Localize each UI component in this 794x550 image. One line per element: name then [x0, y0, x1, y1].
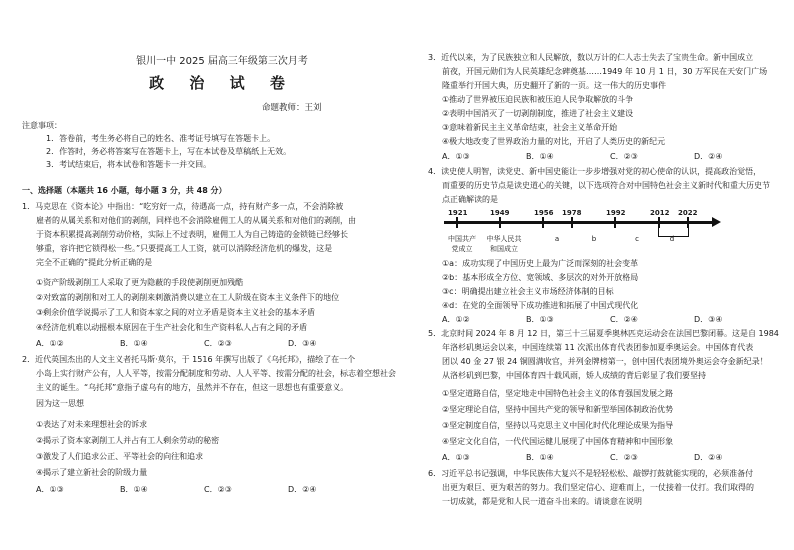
timeline-label: c: [635, 235, 639, 243]
statement-option: ④经济危机难以动摇根本原因在于生产社会化和生产资料私人占有之间的矛盾: [36, 323, 308, 332]
statement-option: ③c：明确提出建立社会主义市场经济体制的目标: [442, 287, 614, 296]
choice-c[interactable]: C．②③: [610, 453, 638, 462]
statement-option: ①推动了世界被压迫民族和被压迫人民争取解放的斗争: [442, 95, 634, 104]
timeline-arrow: [712, 217, 721, 227]
statement-option: ③剩余价值学说揭示了工人和资本家之间的对立矛盾是资本主义社会的基本矛盾: [36, 308, 316, 317]
exam-title: 银川一中 2025 届高三年级第三次月考: [136, 56, 308, 67]
timeline-tick: [456, 217, 458, 228]
statement-option: ④揭示了建立新社会的阶级力量: [36, 468, 148, 477]
statement-option: ①坚定道路自信，坚定地走中国特色社会主义的体育强国发展之路: [442, 389, 674, 398]
question-text: 而重要的历史节点是读史道心的关键，以下选项符合对中国特色社会主义新时代和重大历史节: [442, 181, 770, 190]
statement-option: ④坚定文化自信，一代代国运健儿展现了中国体育精神和中国形象: [442, 437, 674, 446]
timeline-tick: [571, 217, 573, 228]
answer-choices: [36, 484, 372, 495]
question-text: 年洛杉矶奥运会以来，中国连续第 11 次派出体育代表团参加夏季奥运会。中国体育代表: [442, 343, 754, 352]
statement-option: ②坚定理论自信，坚持中国共产党的领导和新型举国体制政治优势: [442, 405, 674, 414]
statement-option: ②对致富的剥削和对工人的剥削来刺激消费以建立在工人阶级在资本主义条件下的地位: [36, 293, 340, 302]
choice-d[interactable]: D．③④: [288, 339, 317, 348]
timeline-tick: [658, 217, 660, 228]
choice-b[interactable]: B．①③: [526, 315, 554, 324]
question-text: 一切成就，都是党和人民一道奋斗出来的。请谈意在说明: [442, 497, 642, 506]
timeline-year: 1956: [534, 209, 554, 217]
question-text: 2．近代英国杰出的人文主义者托马斯·莫尔，于 1516 年撰写出版了《乌托邦》，描绘了在一个: [22, 355, 356, 364]
timeline-tick: [499, 217, 501, 228]
timeline-year: 1921: [448, 209, 468, 217]
choice-b[interactable]: B．①④: [120, 339, 148, 348]
answer-choices: [442, 314, 778, 325]
choice-a[interactable]: A．①③: [442, 453, 470, 462]
statement-option: ①a：成功实现了中国历史上最为广泛而深刻的社会变革: [442, 259, 639, 268]
timeline-year: 1949: [490, 209, 510, 217]
timeline-year: 1992: [606, 209, 626, 217]
note-item: 1．答卷前，考生务必将自己的姓名、准考证号填写在答题卡上。: [46, 134, 276, 143]
statement-option: ④极大地改变了世界政治力量的对比，开启了人类历史的新纪元: [442, 137, 666, 146]
timeline-tick: [542, 217, 544, 228]
question-text: 团以 40 金 27 银 24 铜圆满收官，并列金牌榜第一，创中国代表团境外奥运会夺金新纪录！: [442, 357, 768, 366]
timeline-tick: [687, 217, 689, 228]
author-line: 命题教师：王刘: [262, 103, 322, 113]
question-text: 4．读史使人明智，读党史、新中国史能让一步步增强对党的初心使命的认识，提高政治觉悟，: [428, 167, 762, 176]
answer-choices: [442, 151, 778, 162]
choice-a[interactable]: A．①②: [36, 339, 64, 348]
timeline-axis: [444, 221, 714, 224]
choice-a[interactable]: A．①③: [442, 152, 470, 161]
timeline-year: 2012: [650, 209, 670, 217]
statement-option: ②b：基本形成全方位、宽领域、多层次的对外开放格局: [442, 273, 639, 282]
choice-c[interactable]: C．②③: [204, 485, 232, 494]
section-heading: 一、选择题（本题共 16 小题，每小题 3 分，共 48 分）: [22, 186, 227, 195]
statement-option: ②揭示了资本家剥削工人并占有工人剩余劳动的秘密: [36, 436, 220, 445]
timeline-label: a: [554, 235, 560, 243]
choice-b[interactable]: B．①④: [120, 485, 148, 494]
choice-d[interactable]: D．②④: [694, 453, 723, 462]
subject-title: 政 治 试 卷: [149, 74, 295, 92]
choice-d[interactable]: D．②④: [288, 485, 317, 494]
choice-c[interactable]: C．②④: [610, 315, 638, 324]
choice-a[interactable]: A．①③: [36, 485, 64, 494]
timeline-label: d: [669, 235, 675, 243]
timeline-label: b: [591, 235, 597, 243]
statement-option: ①表达了对未来理想社会的诉求: [36, 420, 148, 429]
choice-b[interactable]: B．①④: [526, 152, 554, 161]
timeline-label: 中国共产 党成立: [448, 235, 476, 253]
question-text: 3．近代以来，为了民族独立和人民解放，数以万计的仁人志士失去了宝贵生命。新中国成立: [428, 53, 754, 62]
statement-option: ③激发了人们追求公正、平等社会的向往和追求: [36, 452, 204, 461]
question-text: 因为这一思想: [36, 399, 84, 408]
choice-b[interactable]: B．①④: [526, 453, 554, 462]
question-text: 前夜，开国元勋们为人民英雄纪念碑奠基……1949 年 10 月 1 日，30 万军民在天安门广场: [442, 67, 768, 76]
choice-c[interactable]: C．②③: [204, 339, 232, 348]
statement-option: ②表明中国消灭了一切剥削制度，推进了社会主义建设: [442, 109, 634, 118]
statement-option: ④d：在党的全面领导下成功推进和拓展了中国式现代化: [442, 301, 639, 310]
question-text: 于资本积累提高剥削劳动价格，实际上不过表明，雇佣工人为自己铸造的金锁链已经够长: [36, 230, 348, 239]
statement-option: ③意味着新民主主义革命结束，社会主义革命开始: [442, 123, 618, 132]
question-text: 隆重举行开国大典，历史翻开了新的一页。这一伟大的历史事件: [442, 81, 666, 90]
question-text: 完全不正确的”提此分析正确的是: [36, 258, 153, 267]
question-text: 出更为艰巨、更为艰苦的努力。我们坚定信心、迎难而上，一仗接着一仗打。我们取得的: [442, 483, 754, 492]
question-text: 小岛上实行财产公有，人人平等，按需分配制度和劳动、人人平等、按需分配的社会，标志着空想社会: [36, 369, 396, 378]
question-text: 够重，容许把它锁得松一些。”只要提高工人工资，就可以消除经济危机的爆发，这是: [36, 244, 333, 253]
question-text: 点正确解读的是: [442, 195, 498, 204]
question-text: 1．马克思在《资本论》中指出：“吃穷好一点，待遇高一点，持有财产多一点，不会消除被: [22, 202, 344, 211]
timeline-year: 2022: [678, 209, 698, 217]
timeline-year: 1978: [562, 209, 582, 217]
note-item: 2．作答时，务必将答案写在答题卡上，写在本试卷及草稿纸上无效。: [46, 147, 292, 156]
statement-option: ①资产阶级剥削工人采取了更为隐蔽的手段使剥削更加残酷: [36, 278, 244, 287]
answer-choices: [442, 452, 778, 463]
timeline-label: 中华人民共 和国成立: [486, 235, 522, 253]
question-text: 从洛杉矶到巴黎，中国体育四十载风雨，矫人成绩的背后彰显了我们要坚持: [442, 371, 706, 380]
choice-d[interactable]: D．②④: [694, 152, 723, 161]
choice-d[interactable]: D．③④: [694, 315, 723, 324]
timeline-tick: [614, 217, 616, 228]
notes-heading: 注意事项：: [22, 121, 62, 130]
question-text: 5．北京时间 2024 年 8 月 12 日，第三十三届夏季奥林匹克运动会在法国巴黎闭幕。这是自 1984: [428, 329, 779, 338]
choice-a[interactable]: A．①②: [442, 315, 470, 324]
question-text: 雇者的从属关系和对他们的剥削，同样也不会消除雇佣工人的从属关系和对他们的剥削，由: [36, 216, 356, 225]
question-text: 主义的诞生。“乌托邦”意指子虚乌有的地方，虽然并不存在，但这一思想也有重要意义。: [36, 383, 349, 392]
statement-option: ③坚定制度自信，坚持以马克思主义中国化时代化理论成果为指导: [442, 421, 674, 430]
choice-c[interactable]: C．②③: [610, 152, 638, 161]
answer-choices: [36, 338, 372, 349]
question-text: 6．习近平总书记强调，中华民族伟大复兴不是轻轻松松、敲锣打鼓就能实现的，必须准备付: [428, 469, 754, 478]
note-item: 3．考试结束后，将本试卷和答题卡一并交回。: [46, 160, 212, 169]
